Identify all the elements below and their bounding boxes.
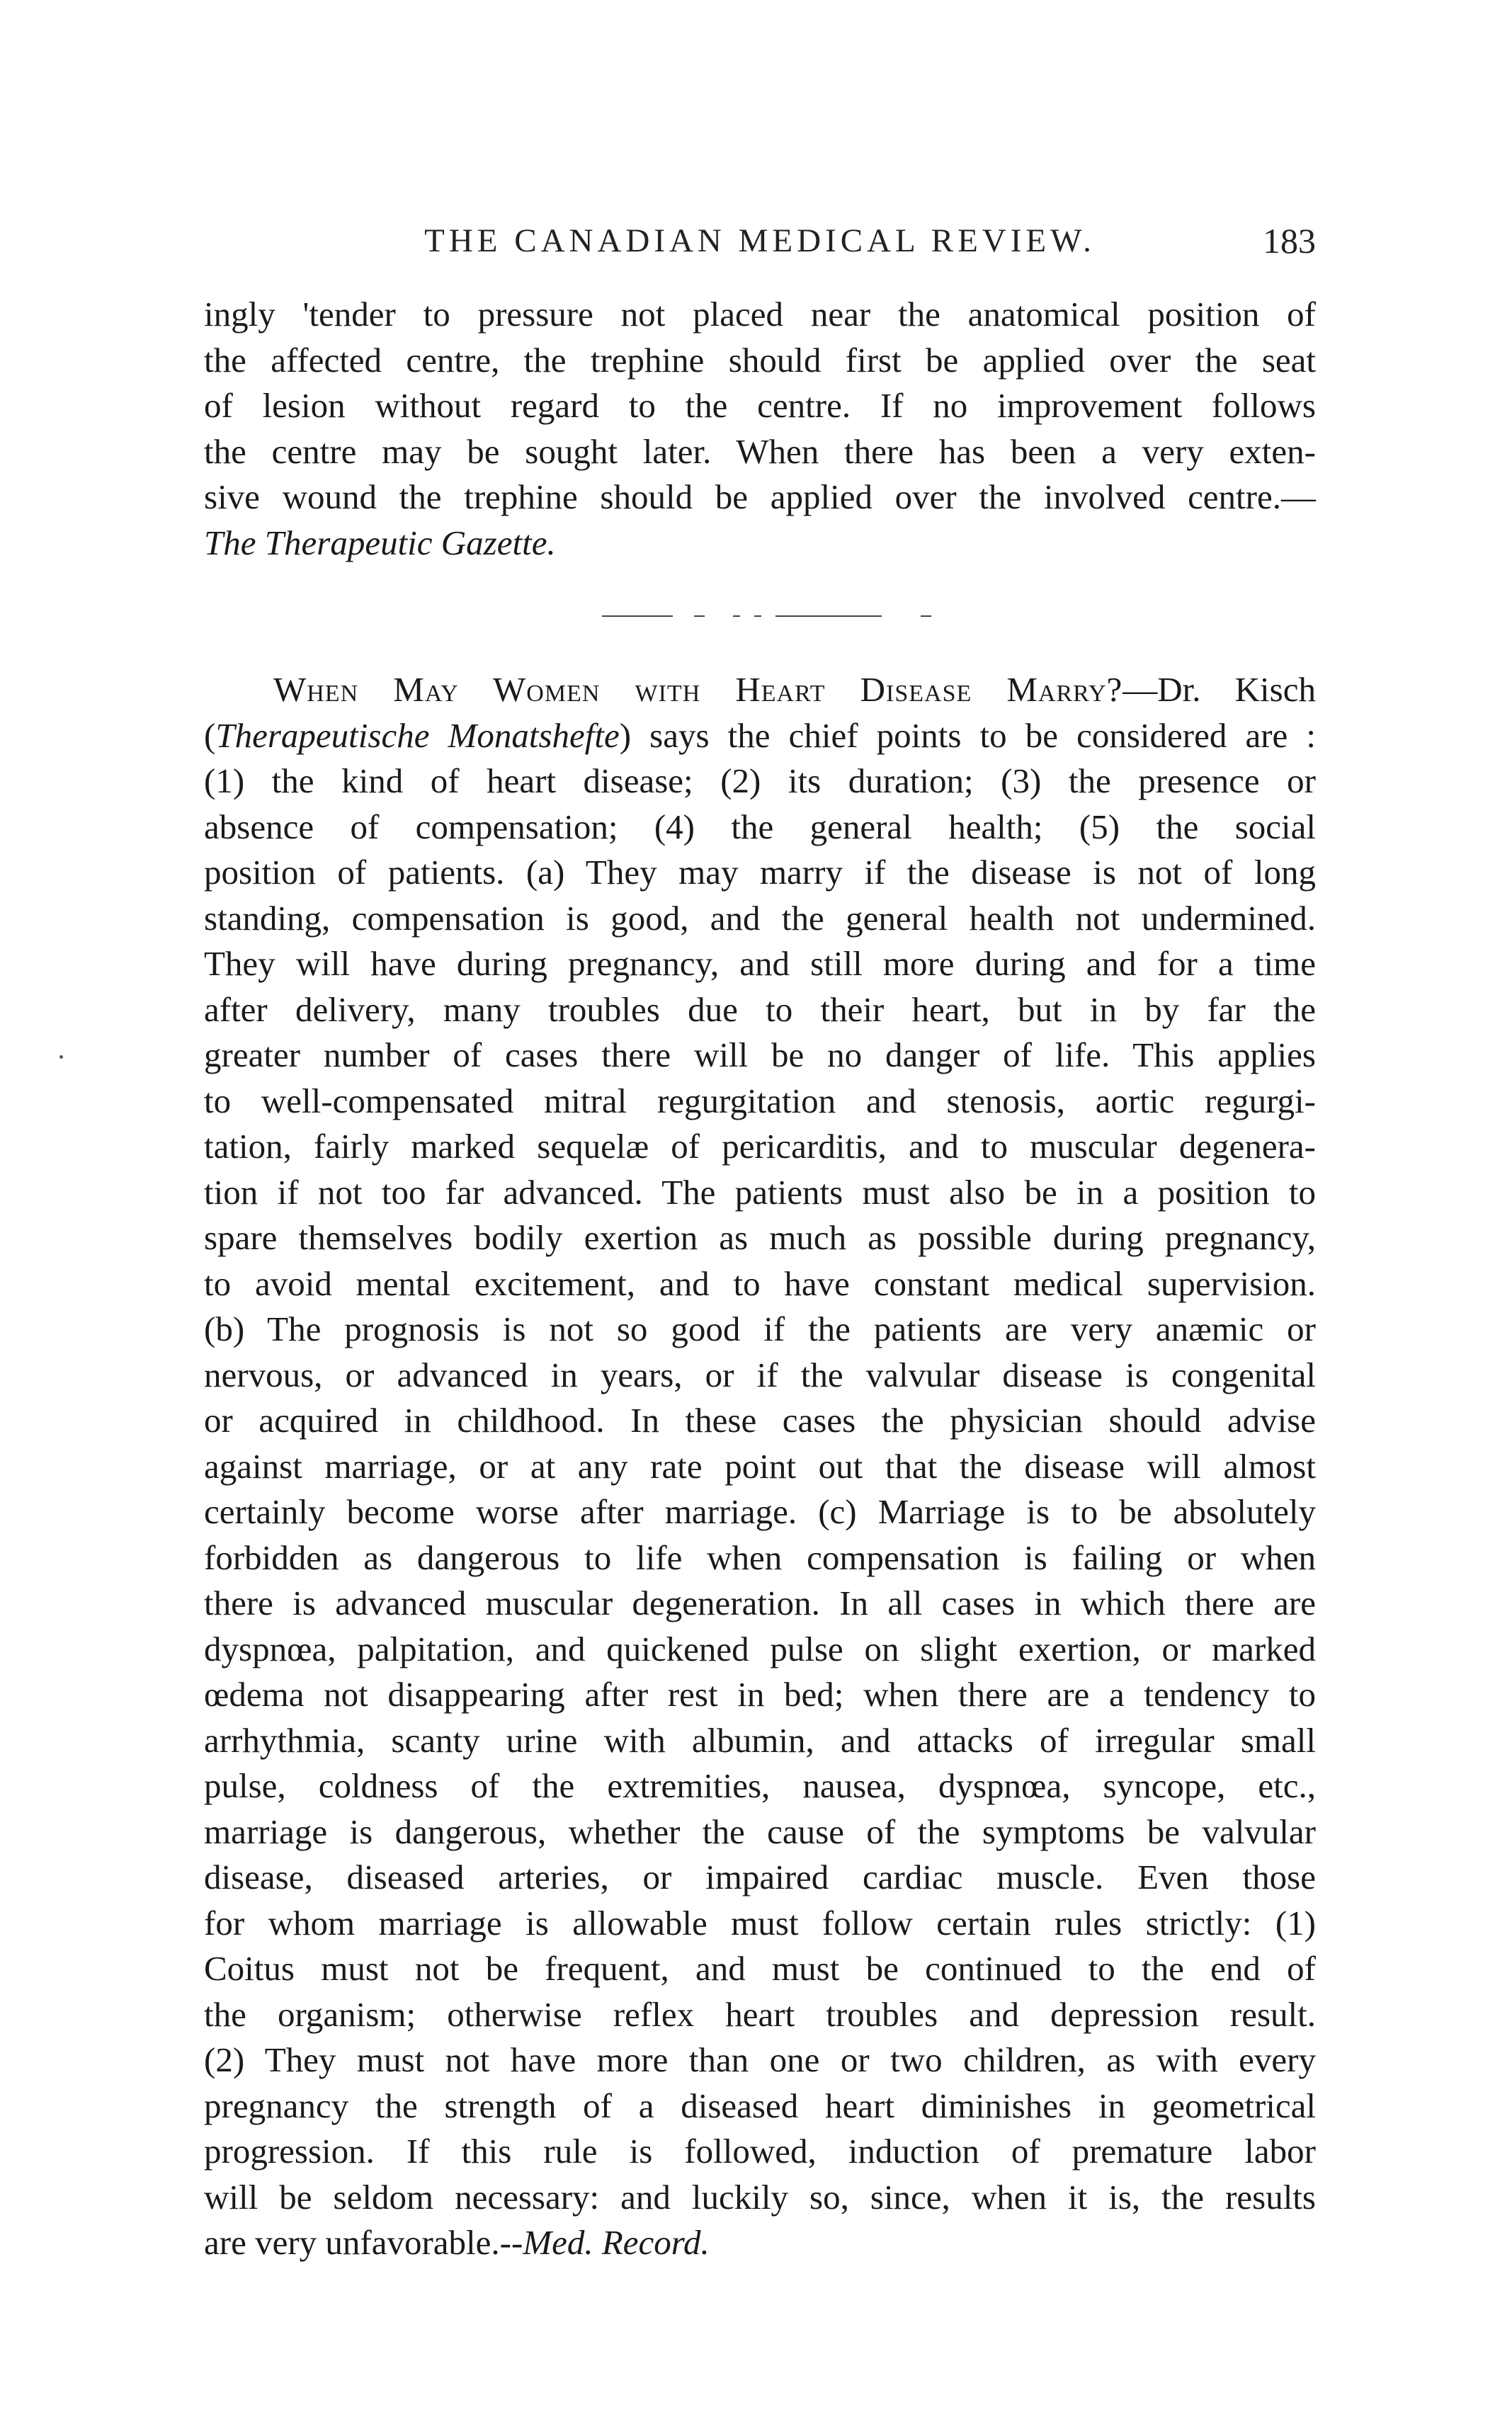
text-line: tation, fairly marked sequelæ of pericarditis, and to muscular degenera- bbox=[204, 1127, 1316, 1166]
text-line: Coitus must not be frequent, and must be continued to the end of bbox=[204, 1949, 1316, 1988]
heading-dash: —Dr. Kisch bbox=[1122, 670, 1316, 709]
article-first-line bbox=[204, 667, 1316, 713]
text-line: marriage is dangerous, whether the cause of the symptoms be valvular bbox=[204, 1812, 1316, 1851]
text-line: sive wound the trephine should be applied over the involved centre.— bbox=[204, 477, 1316, 516]
text-line: to well-compensated mitral regurgitation and stenosis, aortic regurgi- bbox=[204, 1081, 1316, 1120]
text-line: the organism; otherwise reflex heart troubles and depression result. bbox=[204, 1994, 1316, 2034]
text-line: pulse, coldness of the extremities, nausea, dyspnœa, syncope, etc., bbox=[204, 1766, 1316, 1805]
text-line: dyspnœa, palpitation, and quickened pulse on slight exertion, or marked bbox=[204, 1629, 1316, 1668]
article-paragraph bbox=[204, 667, 1316, 2266]
text-line: of lesion without regard to the centre. If no improvement follows bbox=[204, 386, 1316, 425]
text-line: They will have during pregnancy, and still more during and for a time bbox=[204, 944, 1316, 983]
text-line: will be seldom necessary: and luckily so, since, when it is, the results bbox=[204, 2177, 1316, 2217]
article-heading: When May Women with Heart Disease Marry? bbox=[273, 670, 1123, 709]
text-line: nervous, or advanced in years, or if the valvular disease is congenital bbox=[204, 1355, 1316, 1394]
text-line: against marriage, or at any rate point out that the disease will almost bbox=[204, 1446, 1316, 1486]
text-line: forbidden as dangerous to life when compensation is failing or when bbox=[204, 1537, 1316, 1577]
text-line: to avoid mental excitement, and to have constant medical supervision. bbox=[204, 1263, 1316, 1303]
text-line: progression. If this rule is followed, induction of premature labor bbox=[204, 2132, 1316, 2171]
source-citation: Med. Record. bbox=[523, 2223, 710, 2262]
text-line: ingly 'tender to pressure not placed near the anatomical position of bbox=[204, 295, 1316, 334]
text-line: spare themselves bodily exertion as much as possible during pregnancy, bbox=[204, 1218, 1316, 1257]
text-line: after delivery, many troubles due to their heart, but in by far the bbox=[204, 989, 1316, 1029]
source-citation bbox=[204, 521, 1316, 567]
text-line: greater number of cases there will be no danger of life. This applies bbox=[204, 1035, 1316, 1074]
text-line: absence of compensation; (4) the general health; (5) the social bbox=[204, 807, 1316, 846]
journal-reference: Therapeutische Monatshefte bbox=[215, 715, 620, 755]
text-line: (Therapeutische Monatshefte) says the chief points to be considered are : bbox=[204, 715, 1316, 755]
text-line: (2) They must not have more than one or two children, as with every bbox=[204, 2040, 1316, 2079]
source-title: The Therapeutic Gazette. bbox=[204, 523, 556, 562]
text-line: position of patients. (a) They may marry if the disease is not of long bbox=[204, 853, 1316, 892]
text-line: certainly become worse after marriage. (c) Marriage is to be absolutely bbox=[204, 1492, 1316, 1531]
journal-title: THE CANADIAN MEDICAL REVIEW. bbox=[424, 222, 1096, 259]
text-line: (1) the kind of heart disease; (2) its duration; (3) the presence or bbox=[204, 761, 1316, 800]
margin-speck bbox=[59, 1055, 63, 1059]
text-line: pregnancy the strength of a diseased heart diminishes in geometrical bbox=[204, 2086, 1316, 2125]
text-line: there is advanced muscular degeneration. In all cases in which there are bbox=[204, 1583, 1316, 1622]
page-number: 183 bbox=[1263, 221, 1316, 261]
article-last-line bbox=[204, 2220, 1316, 2266]
text-line: tion if not too far advanced. The patients must also be in a position to bbox=[204, 1172, 1316, 1212]
running-header bbox=[204, 212, 1316, 269]
section-separator bbox=[588, 609, 956, 623]
text-line: arrhythmia, scanty urine with albumin, and attacks of irregular small bbox=[204, 1720, 1316, 1760]
text-line: œdema not disappearing after rest in bed; when there are a tendency to bbox=[204, 1675, 1316, 1714]
text-line: the centre may be sought later. When there has been a very exten- bbox=[204, 431, 1316, 471]
continued-paragraph bbox=[204, 292, 1316, 566]
text-line: the affected centre, the trephine should first be applied over the seat bbox=[204, 340, 1316, 380]
text-line: for whom marriage is allowable must follow certain rules strictly: (1) bbox=[204, 1903, 1316, 1943]
text-line: disease, diseased arteries, or impaired cardiac muscle. Even those bbox=[204, 1858, 1316, 1896]
text-line: or acquired in childhood. In these cases the physician should advise bbox=[204, 1401, 1316, 1440]
text-line: standing, compensation is good, and the general health not undermined. bbox=[204, 898, 1316, 938]
last-line-text: are very unfavorable.-- bbox=[204, 2223, 523, 2262]
text-line: (b) The prognosis is not so good if the patients are very anæmic or bbox=[204, 1309, 1316, 1348]
